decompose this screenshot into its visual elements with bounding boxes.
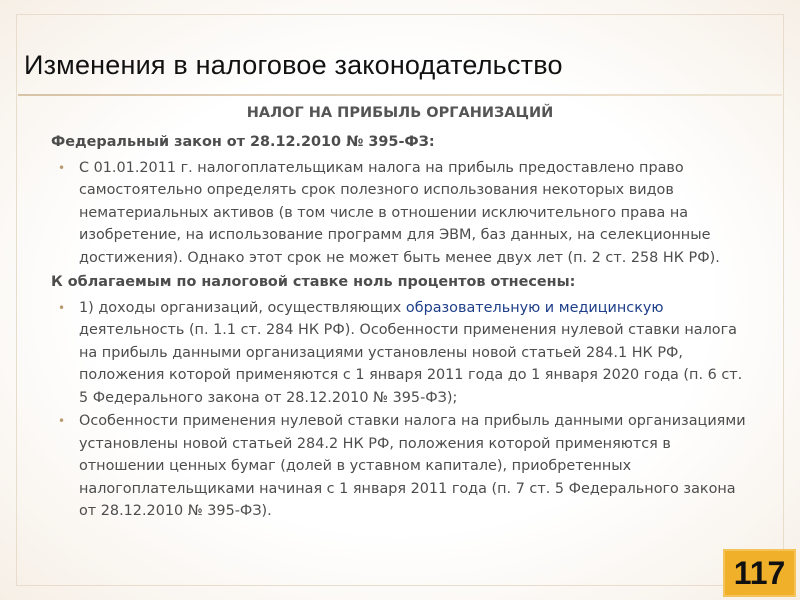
list-item bbox=[51, 410, 751, 523]
section-subheading: НАЛОГ НА ПРИБЫЛЬ ОРГАНИЗАЦИЙ bbox=[246, 105, 554, 121]
bullet-text: Особенности применения нулевой ставки налога на прибыль данными организациями установлены новой статьей 284.2 НК РФ, положения которой применяются в отношении ценных бумаг (долей в уставном капитале), приобретенных налогоплательщиками начиная с 1 января 2011 года (п. 7 ст. 5 Федерального закона от 28.12.2010 № 395-ФЗ). bbox=[79, 413, 746, 519]
title-divider bbox=[18, 94, 782, 96]
bullet-icon: • bbox=[58, 300, 66, 315]
bullet-icon: • bbox=[58, 414, 66, 428]
list-item bbox=[51, 297, 751, 410]
bullet-text: С 01.01.2011 г. налогоплательщикам налога на прибыль предоставлено право самостоятельно определять срок полезного использования некоторых видов нематериальных активов (в том числе в отношении исключительного права на изобретение, на использование программ для ЭВМ, баз данных, на селекционные достижения). Однако этот срок не может быть менее двух лет (п. 2 ст. 258 НК РФ). bbox=[79, 159, 720, 266]
page-number: 117 bbox=[733, 554, 786, 591]
education-medical-link[interactable]: образовательную и медицинскую bbox=[405, 299, 664, 316]
bullet-text-start: 1) доходы организаций, осуществляющих bbox=[79, 299, 406, 316]
slide-title: Изменения в налоговое законодательство bbox=[24, 50, 563, 80]
law-heading: Федеральный закон от 28.12.2010 № 395-ФЗ: bbox=[51, 134, 435, 150]
bullet-text-end: деятельность (п. 1.1 ст. 284 НК РФ). Особенности применения нулевой ставки налога на прибыль данными организациями установлены новой статьей 284.1 НК РФ, положения которой применяются с 1 января 2011 года до 1 января 2020 года (п. 6 ст. 5 Федерального закона от 28.12.2010 № 395-ФЗ); bbox=[79, 322, 743, 406]
zero-rate-heading: К облагаемым по налоговой ставке ноль процентов отнесены: bbox=[51, 274, 576, 290]
list-item bbox=[51, 157, 751, 270]
bullet-icon: • bbox=[58, 160, 66, 175]
page-number-badge bbox=[723, 549, 796, 597]
slide-body bbox=[51, 131, 751, 524]
